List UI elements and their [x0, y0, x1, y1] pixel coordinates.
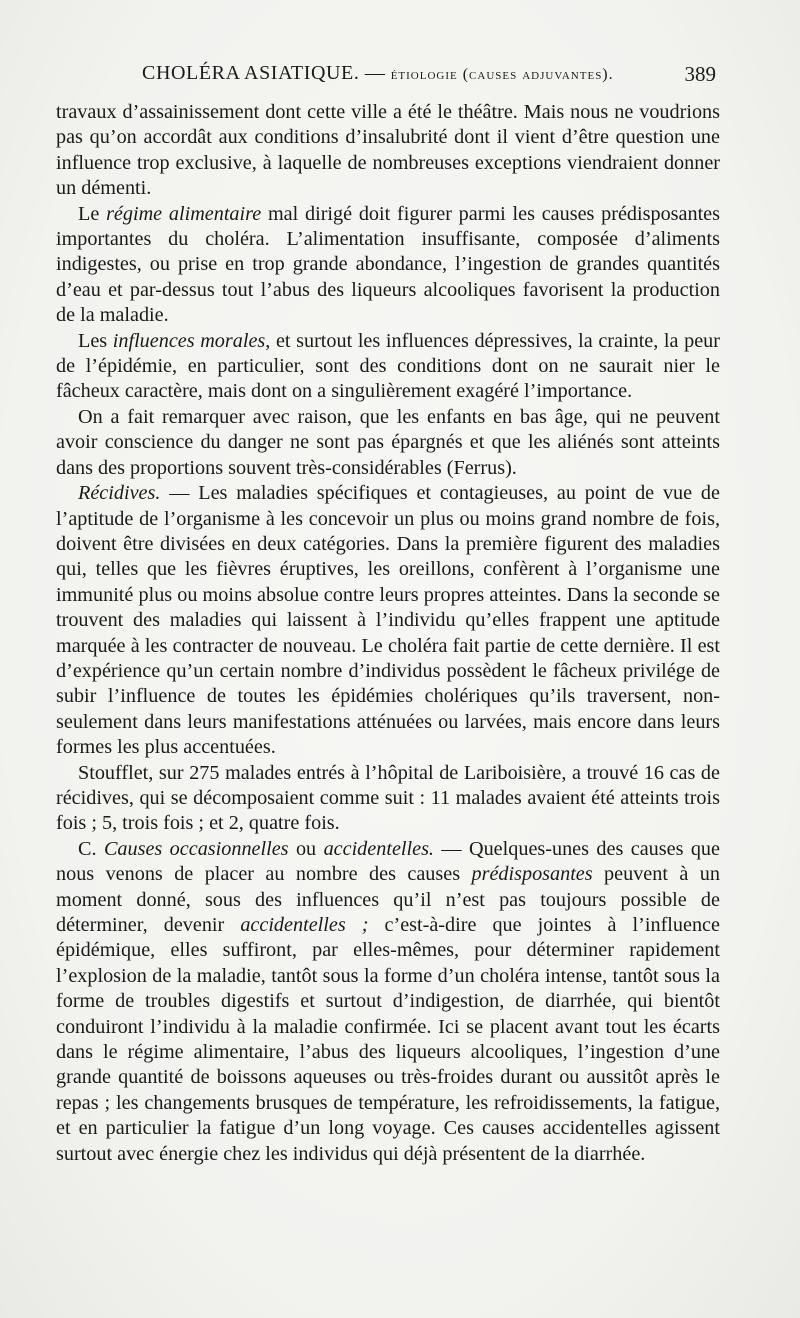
- italic-term: influences morales: [112, 329, 266, 352]
- running-header: [56, 62, 716, 90]
- paragraph-text: — Quelques-unes des causes que nous venons de placer au nombre des causes: [56, 837, 720, 886]
- paragraph-text: — Les maladies spécifiques et contagieuses, au point de vue de l’aptitude de l’organisme à les concevoir un plus ou moins grand nombre de fois, doivent être divisées en deux catégories. Dans la première figurent des maladies qui, telles que les fièvres éruptives, les oreillons, confèrent à l’organisme une immunité plus ou moins absolue contre leurs propres atteintes. Dans la seconde se trouvent des maladies qui laissent à l’individu qu’elles frappent une aptitude marquée à les contracter de nouveau. Le choléra fait partie de cette dernière. Il est d’expérience qu’un certain nombre d’individus possèdent le fâcheux privilége de subir l’influence de toutes les épidémies cholériques qu’ils traversent, non-seulement dans leurs manifestations atténuées ou larvées, mais encore dans leurs formes les plus accentuées.: [56, 482, 720, 759]
- italic-term: régime alimentaire: [106, 202, 262, 225]
- paragraph-enfants-alienes: On a fait remarquer avec raison, que les enfants en bas âge, qui ne peuvent avoir conscience du danger ne sont pas épargnés et que les aliénés sont atteints dans des proportions souvent très-considérables (Ferrus).: [56, 405, 720, 479]
- paragraph-text: c’est-à-dire que jointes à l’influence épidémique, elles suffiront, par elles-mêmes, pour déterminer rapidement l’explosion de la maladie, tantôt sous la forme d’un choléra intense, tantôt sous la forme de troubles digestifs et surtout d’indigestion, de diarrhée, qui bientôt conduiront l’individu à la maladie confirmée. Ici se placent avant tout les écarts dans le régime alimentaire, l’abus des liqueurs alcooliques, l’ingestion d’une grande quantité de boissons aqueuses ou très-froides durant ou aussitôt après le repas ; les changements brusques de température, les refroidissements, la fatigue, et en particulier la fatigue d’un long voyage. Ces causes accidentelles agissent surtout avec énergie chez les individus qui déjà présentent de la diarrhée.: [56, 914, 720, 1165]
- paragraph-causes-occasionnelles: [56, 837, 720, 1167]
- paragraph-text: Les: [78, 329, 113, 352]
- section-heading-recidives: Récidives.: [78, 482, 161, 505]
- paragraph-stoufflet: Stoufflet, sur 275 malades entrés à l’hôpital de Lariboisière, a trouvé 16 cas de récidives, qui se décomposaient comme suit : 11 malades avaient été atteints trois fois ; 5, trois fois ; et 2, quatre fois.: [56, 761, 720, 835]
- body-text: [56, 100, 720, 1167]
- page-number: 389: [684, 62, 716, 86]
- italic-term: accidentelles.: [323, 837, 434, 860]
- paragraph-influences-morales: [56, 329, 720, 405]
- section-heading-causes-occasionnelles: Causes occasionnelles: [103, 837, 289, 860]
- paragraph-regime-alimentaire: [56, 202, 720, 329]
- running-title-separator: —: [359, 62, 391, 84]
- running-title: [142, 62, 614, 85]
- paragraph-recidives: [56, 481, 720, 760]
- paragraph-text: mal dirigé doit figurer parmi les causes prédisposantes importantes du choléra. L’alimentation insuffisante, composée d’aliments indigestes, ou prise en trop grande abondance, l’ingestion de grandes quantités d’eau et par-dessus tout l’abus des liqueurs alcooliques favorisent la production de la maladie.: [56, 202, 720, 327]
- paragraph-text: ou: [288, 837, 324, 860]
- section-letter: C.: [78, 837, 104, 860]
- running-title-main: CHOLÉRA ASIATIQUE.: [142, 62, 360, 84]
- italic-term: prédisposantes: [471, 863, 593, 886]
- paragraph-text: , et surtout les influences dépressives, la crainte, la peur de l’épidémie, en particulier, sont des conditions dont on ne saurait nier le fâcheux caractère, mais dont on a singulièrement exagéré l’importance.: [56, 329, 720, 403]
- paragraph-continuation: travaux d’assainissement dont cette ville a été le théâtre. Mais nous ne voudrions pas qu’on accordât aux conditions d’insalubrité dont il vient d’être question une influence trop exclusive, à laquelle de nombreuses exceptions viendraient donner un démenti.: [56, 101, 720, 200]
- italic-term: accidentelles ;: [240, 914, 369, 936]
- paragraph-text: peuvent à un moment donné, sous des influences qu’il n’est pas toujours possible de déterminer, devenir: [56, 863, 720, 936]
- paragraph-text: Le: [78, 202, 107, 225]
- running-title-subtitle: étiologie (causes adjuvantes).: [390, 66, 614, 83]
